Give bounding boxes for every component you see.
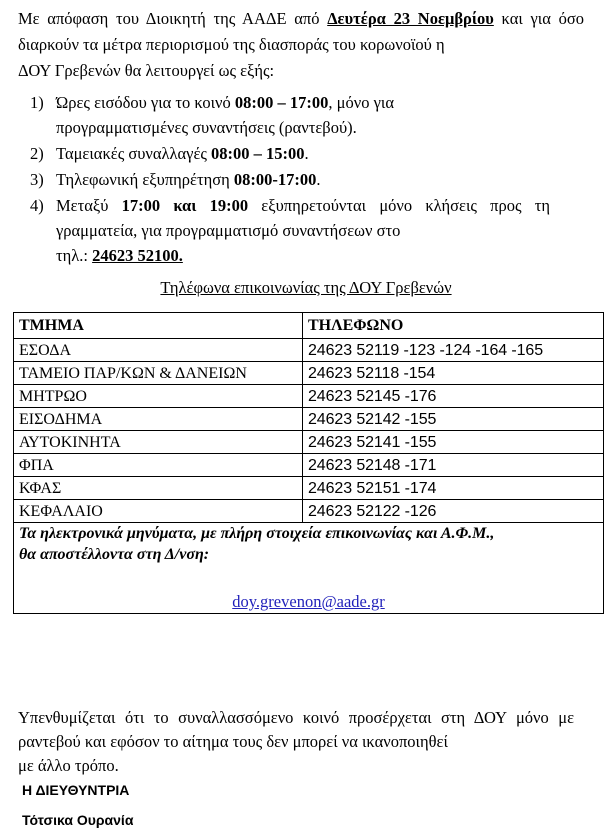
list-item-bold: 08:00 – 17:00 bbox=[234, 93, 329, 112]
table-row bbox=[14, 477, 604, 500]
table-cell-dept: ΕΣΟΔΑ bbox=[14, 339, 303, 362]
email-link[interactable]: doy.grevenon@aade.gr bbox=[232, 592, 385, 611]
table-cell-dept: ΦΠΑ bbox=[14, 454, 303, 477]
list-item-text bbox=[56, 141, 550, 166]
table-row bbox=[14, 385, 604, 408]
email-instructions bbox=[19, 523, 598, 565]
list-item-number: 4) bbox=[30, 196, 44, 215]
table-cell-tel: 24623 52148 -171 bbox=[303, 454, 604, 477]
email-link-wrapper bbox=[19, 591, 598, 613]
intro-date-highlight: Δευτέρα 23 Νοεμβρίου bbox=[327, 9, 494, 28]
table-title bbox=[0, 278, 612, 298]
list-item-text bbox=[56, 167, 550, 192]
table-title-text: Τηλέφωνα επικοινωνίας της ΔΟΥ Γρεβενών bbox=[160, 278, 452, 297]
intro-line1-post: και bbox=[493, 9, 523, 28]
list-item-text-tail: προγραμματισμένες συναντήσεις (ραντεβού). bbox=[56, 118, 357, 137]
table-row bbox=[14, 339, 604, 362]
list-item-text-pre: Τηλεφωνική εξυπηρέτηση bbox=[56, 170, 234, 189]
table-cell-dept: ΚΕΦΑΛΑΙΟ bbox=[14, 500, 303, 523]
closing-paragraph bbox=[18, 706, 574, 778]
table-cell-tel: 24623 52151 -174 bbox=[303, 477, 604, 500]
intro-paragraph bbox=[18, 6, 584, 84]
table-cell-tel: 24623 52145 -176 bbox=[303, 385, 604, 408]
table-cell-dept: ΕΙΣΟΔΗΜΑ bbox=[14, 408, 303, 431]
list-item bbox=[30, 90, 550, 140]
list-item-tel-label: τηλ.: bbox=[56, 246, 93, 265]
list-item-bold: 17:00 και 19:00 bbox=[121, 196, 249, 215]
list-item bbox=[30, 141, 550, 166]
list-item-text-mid: . bbox=[304, 144, 309, 163]
table-row bbox=[14, 500, 604, 523]
closing-line3: με άλλο τρόπο. bbox=[18, 756, 119, 775]
signature-name: Τότσικα Ουρανία bbox=[22, 812, 134, 828]
table-cell-dept: ΤΑΜΕΙΟ ΠΑΡ/ΚΩΝ & ΔΑΝΕΙΩΝ bbox=[14, 362, 303, 385]
email-instructions-line1: Τα ηλεκτρονικά μηνύματα, με πλήρη στοιχεία επικοινωνίας και Α.Φ.Μ., bbox=[19, 525, 495, 542]
list-item-text-mid: . bbox=[316, 170, 321, 189]
list-item-text-mid: , μόνο για bbox=[328, 93, 394, 112]
list-item-number: 3) bbox=[30, 170, 44, 189]
list-item-phone-number: 24623 52100. bbox=[92, 246, 183, 265]
email-instructions-line2: θα αποστέλλοντα στη Δ/νση: bbox=[19, 546, 210, 563]
list-item-phone-line bbox=[56, 243, 550, 268]
table-cell-dept: ΚΦΑΣ bbox=[14, 477, 303, 500]
table-cell-tel: 24623 52142 -155 bbox=[303, 408, 604, 431]
table-row bbox=[14, 408, 604, 431]
table-cell-tel: 24623 52122 -126 bbox=[303, 500, 604, 523]
table-row bbox=[14, 454, 604, 477]
contact-phones-table bbox=[13, 312, 604, 614]
table-row bbox=[14, 431, 604, 454]
intro-line3: ΔΟΥ Γρεβενών θα λειτουργεί ως εξής: bbox=[18, 61, 275, 80]
list-item-text-mid: εξυπηρετούνται μόνο κλήσεις προς τη γραμματεία, για προγραμματισμό συναντήσεων στο bbox=[56, 196, 551, 240]
list-item-text bbox=[56, 90, 550, 140]
list-item-text-pre: Μεταξύ bbox=[56, 196, 122, 215]
table-header-dept: ΤΜΗΜΑ bbox=[14, 313, 303, 339]
list-item-text bbox=[56, 193, 550, 268]
table-row bbox=[14, 362, 604, 385]
list-item-text-pre: Ταμειακές συναλλαγές bbox=[56, 144, 212, 163]
closing-line1: Υπενθυμίζεται ότι το συναλλασσόμενο κοινό προσέρχεται στη ΔΟΥ bbox=[18, 708, 507, 727]
list-item bbox=[30, 167, 550, 192]
list-item-number: 1) bbox=[30, 93, 44, 112]
intro-line2: για όσο διαρκούν τα μέτρα περιορισμού της διασποράς του κορωνοϊού η bbox=[18, 9, 584, 54]
table-cell-dept: ΑΥΤΟΚΙΝΗΤΑ bbox=[14, 431, 303, 454]
table-header-row bbox=[14, 313, 604, 339]
list-item bbox=[30, 193, 550, 268]
table-note-cell bbox=[14, 523, 604, 614]
closing-line2: μόνο με ραντεβού και εφόσον το αίτημα τους δεν μπορεί να ικανοποιηθεί bbox=[18, 708, 575, 751]
table-cell-tel: 24623 52118 -154 bbox=[303, 362, 604, 385]
table-cell-dept: ΜΗΤΡΩΟ bbox=[14, 385, 303, 408]
list-item-text-pre: Ώρες εισόδου για το κοινό bbox=[56, 93, 235, 112]
list-item-bold: 08:00 – 15:00 bbox=[211, 144, 305, 163]
table-header-tel: ΤΗΛΕΦΩΝΟ bbox=[303, 313, 604, 339]
intro-line1-pre: Με απόφαση του Διοικητή της ΑΑΔΕ από bbox=[18, 9, 328, 28]
table-note-row bbox=[14, 523, 604, 614]
table-cell-tel: 24623 52119 -123 -124 -164 -165 bbox=[303, 339, 604, 362]
table-cell-tel: 24623 52141 -155 bbox=[303, 431, 604, 454]
signature-title: Η ΔΙΕΥΘΥΝΤΡΙΑ bbox=[22, 782, 130, 798]
list-item-number: 2) bbox=[30, 144, 44, 163]
operating-hours-list bbox=[30, 90, 550, 269]
list-item-bold: 08:00-17:00 bbox=[233, 170, 317, 189]
